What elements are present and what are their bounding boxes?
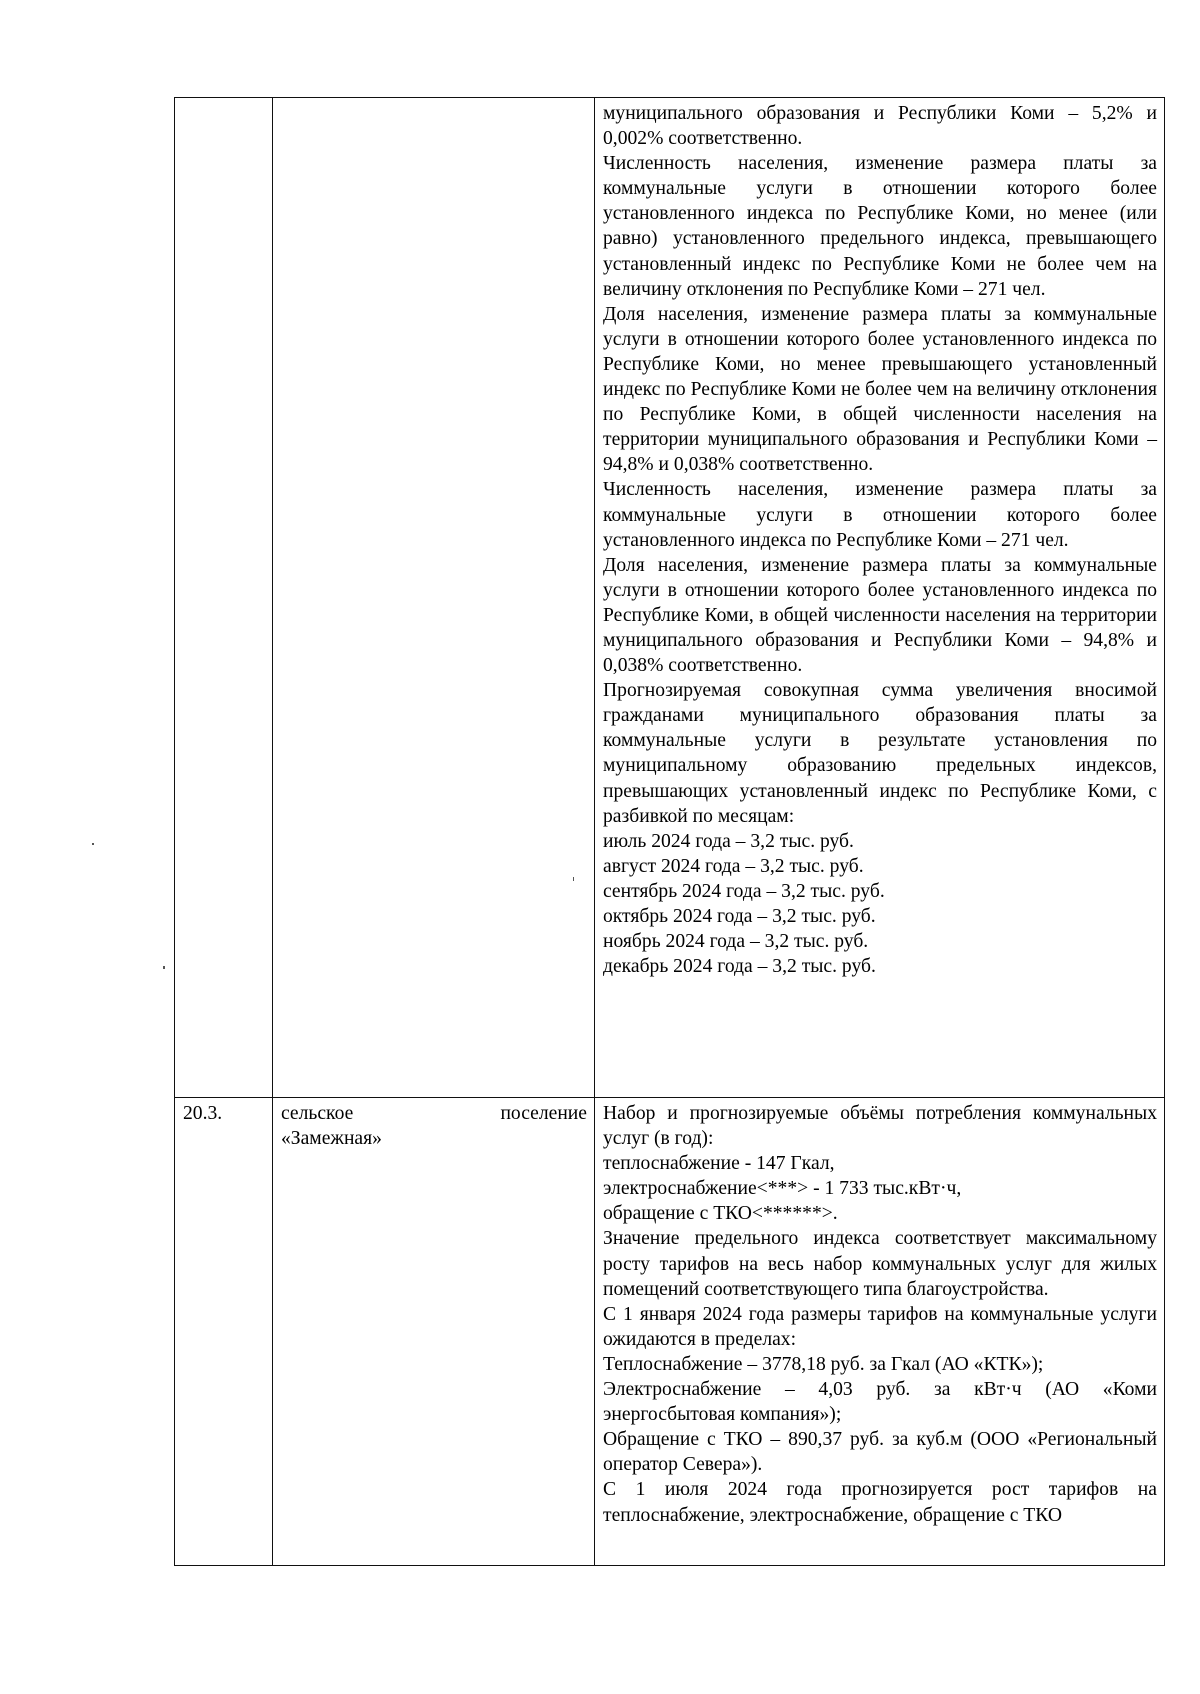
paragraph: С 1 июля 2024 года прогнозируется рост тарифов на теплоснабжение, электроснабжение, обращение с ТКО xyxy=(603,1479,1157,1526)
description-cell xyxy=(595,1098,1165,1566)
description-cell xyxy=(595,98,1165,1098)
row-number-cell xyxy=(175,1098,273,1566)
service-volume: теплоснабжение - 147 Гкал, xyxy=(603,1153,835,1175)
settlement-name-line: «Замежная» xyxy=(281,1128,382,1150)
service-volume: электроснабжение<***> - 1 733 тыс.кВт·ч, xyxy=(603,1178,962,1200)
paragraph: Значение предельного индекса соответствует максимальному росту тарифов на весь набор коммунальных услуг для жилых помещений соответствующего типа благоустройства. xyxy=(603,1228,1157,1300)
row-number: 20.3. xyxy=(183,1103,223,1124)
paragraph: Прогнозируемая совокупная сумма увеличения вносимой гражданами муниципального образования платы за коммунальные услуги в результате установления по муниципальному образованию предельных индексов, превышающих установленный индекс по Республике Коми, с разбивкой по месяцам: xyxy=(603,680,1157,827)
month-forecast: ноябрь 2024 года – 3,2 тыс. руб. xyxy=(603,931,869,953)
month-forecast: декабрь 2024 года – 3,2 тыс. руб. xyxy=(603,956,876,978)
scan-speck xyxy=(92,843,94,845)
paragraph: Доля населения, изменение размера платы за коммунальные услуги в отношении которого более установленного индекса по Республике Коми, в общей численности населения на территории муниципального образования и Республики Коми – 94,8% и 0,038% соответственно. xyxy=(603,554,1157,677)
paragraph: Численность населения, изменение размера платы за коммунальные услуги в отношении которого более установленного индекса по Республике Коми – 271 чел. xyxy=(603,479,1157,551)
paragraph: С 1 января 2024 года размеры тарифов на коммунальные услуги ожидаются в пределах: xyxy=(603,1303,1157,1350)
scan-speck xyxy=(573,877,574,881)
month-forecast: сентябрь 2024 года – 3,2 тыс. руб. xyxy=(603,880,885,902)
settlement-name-cell xyxy=(273,1098,595,1566)
paragraph: муниципального образования и Республики Коми – 5,2% и 0,002% соответственно. xyxy=(603,103,1157,150)
paragraph: Набор и прогнозируемые объёмы потребления коммунальных услуг (в год): xyxy=(603,1103,1157,1150)
paragraph: Доля населения, изменение размера платы за коммунальные услуги в отношении которого более установленного индекса по Республике Коми, но менее превышающего установленный индекс по Республике Коми не более чем на величину отклонения по Республике Коми, в общей численности населения на территории муниципального образования и Республики Коми – 94,8% и 0,038% соответственно. xyxy=(603,303,1157,476)
service-volume: обращение с ТКО<******>. xyxy=(603,1203,838,1225)
scan-speck xyxy=(163,966,165,969)
table-row xyxy=(175,1098,1165,1566)
settlement-name xyxy=(281,1101,587,1151)
month-forecast: октябрь 2024 года – 3,2 тыс. руб. xyxy=(603,906,876,927)
row-number-cell xyxy=(175,98,273,1098)
paragraph: Теплоснабжение – 3778,18 руб. за Гкал (АО «КТК»); xyxy=(603,1353,1044,1375)
tariff-table xyxy=(174,97,1165,1566)
table-row xyxy=(175,98,1165,1098)
paragraph: Численность населения, изменение размера платы за коммунальные услуги в отношении которого более установленного индекса по Республике Коми, но менее (или равно) установленного предельного индекса, превышающего установленный индекс по Республике Коми не более чем на величину отклонения по Республике Коми – 271 чел. xyxy=(603,153,1157,300)
month-forecast: июль 2024 года – 3,2 тыс. руб. xyxy=(603,830,854,852)
settlement-name-line: сельское поселение xyxy=(281,1103,587,1124)
settlement-name-cell xyxy=(273,98,595,1098)
month-forecast: август 2024 года – 3,2 тыс. руб. xyxy=(603,855,864,877)
paragraph: Электроснабжение – 4,03 руб. за кВт·ч (АО «Коми энергосбытовая компания»); xyxy=(603,1379,1157,1426)
paragraph: Обращение с ТКО – 890,37 руб. за куб.м (ООО «Региональный оператор Севера»). xyxy=(603,1429,1157,1476)
